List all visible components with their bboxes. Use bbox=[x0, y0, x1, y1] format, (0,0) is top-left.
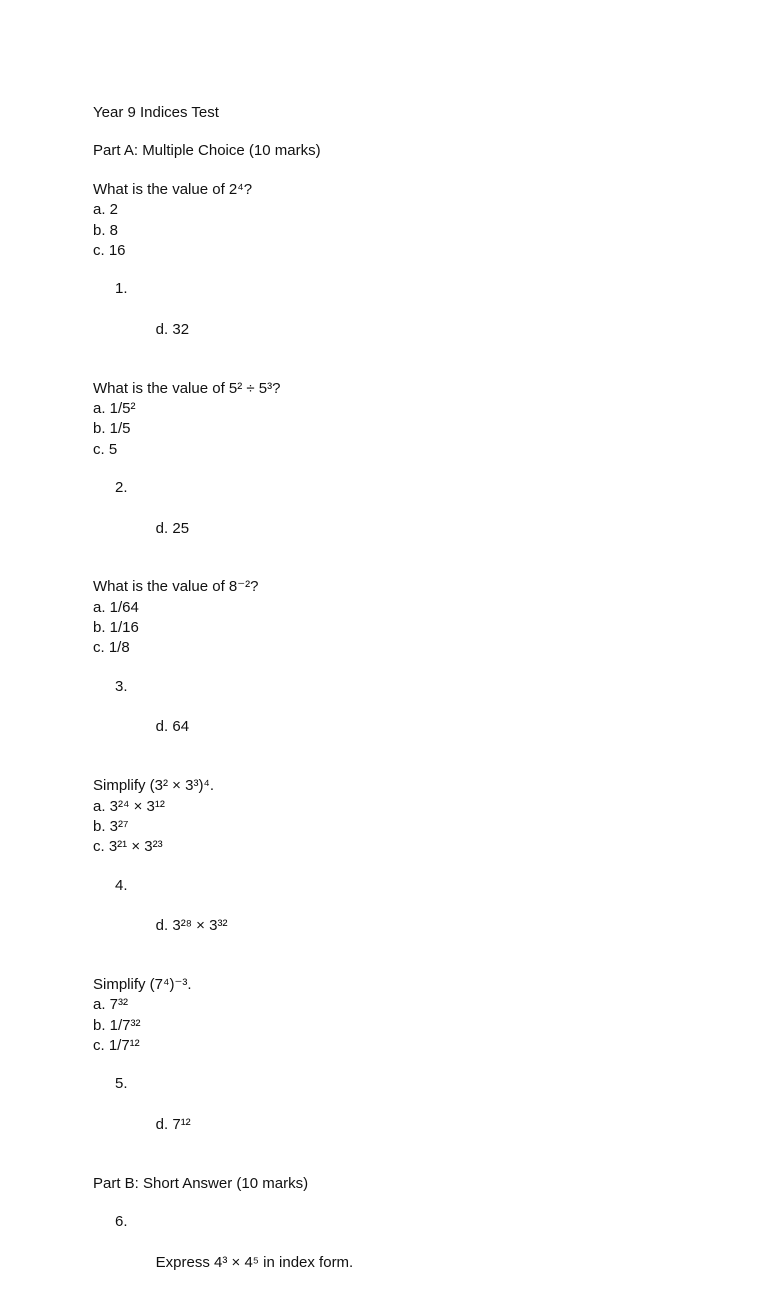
question-5-prompt: Simplify (7⁴)⁻³. bbox=[93, 975, 192, 993]
spacer bbox=[93, 1156, 713, 1174]
question-4-option-a: a. 3²⁴ × 3¹² bbox=[93, 797, 165, 815]
question-5-option-b: b. 1/7³² bbox=[93, 1016, 141, 1034]
list-number: 3. bbox=[115, 677, 128, 695]
spacer bbox=[93, 659, 713, 677]
option-d-text: d. 3²⁸ × 3³² bbox=[155, 917, 228, 935]
question-3-option-c: c. 1/8 bbox=[93, 639, 130, 657]
question-4-option-d bbox=[93, 876, 713, 957]
question-1-prompt: What is the value of 2⁴? bbox=[93, 180, 253, 198]
short-answer-item-6 bbox=[93, 1212, 713, 1293]
question-3-option-b: b. 1/16 bbox=[93, 619, 139, 637]
list-number: 4. bbox=[115, 876, 128, 894]
spacer bbox=[93, 261, 713, 279]
document-title: Year 9 Indices Test bbox=[93, 104, 219, 121]
spacer bbox=[93, 559, 713, 577]
short-answer-text: Express 4³ × 4⁵ in index form. bbox=[155, 1253, 354, 1271]
option-d-text: d. 7¹² bbox=[155, 1115, 191, 1133]
option-d-text: d. 25 bbox=[155, 519, 190, 537]
spacer bbox=[93, 857, 713, 875]
question-1-option-d bbox=[93, 279, 713, 360]
option-d-text: d. 64 bbox=[155, 718, 190, 736]
part-b-heading: Part B: Short Answer (10 marks) bbox=[93, 1174, 309, 1192]
question-2-option-d bbox=[93, 478, 713, 559]
document-page bbox=[93, 103, 713, 1293]
question-1-option-b: b. 8 bbox=[93, 221, 119, 239]
spacer bbox=[93, 1194, 713, 1212]
question-2-prompt: What is the value of 5² ÷ 5³? bbox=[93, 379, 281, 397]
question-3-option-a: a. 1/64 bbox=[93, 598, 139, 616]
question-5-option-a: a. 7³² bbox=[93, 996, 129, 1014]
question-5-option-c: c. 1/7¹² bbox=[93, 1036, 140, 1054]
question-1-option-a: a. 2 bbox=[93, 201, 119, 219]
question-3-prompt: What is the value of 8⁻²? bbox=[93, 578, 259, 596]
spacer bbox=[93, 123, 713, 141]
part-a-heading: Part A: Multiple Choice (10 marks) bbox=[93, 142, 321, 160]
question-4-option-b: b. 3²⁷ bbox=[93, 817, 129, 835]
question-2-option-a: a. 1/5² bbox=[93, 400, 136, 418]
list-number: 6. bbox=[115, 1213, 128, 1231]
question-2-option-c: c. 5 bbox=[93, 440, 118, 458]
list-number: 2. bbox=[115, 479, 128, 497]
question-4-prompt: Simplify (3² × 3³)⁴. bbox=[93, 777, 215, 795]
spacer bbox=[93, 957, 713, 975]
spacer bbox=[93, 460, 713, 478]
question-2-option-b: b. 1/5 bbox=[93, 420, 131, 438]
question-4-option-c: c. 3²¹ × 3²³ bbox=[93, 838, 163, 856]
spacer bbox=[93, 758, 713, 776]
list-number: 5. bbox=[115, 1075, 128, 1093]
question-5-option-d bbox=[93, 1074, 713, 1155]
spacer bbox=[93, 1056, 713, 1074]
option-d-text: d. 32 bbox=[155, 320, 190, 338]
question-1-option-c: c. 16 bbox=[93, 241, 126, 259]
question-3-option-d bbox=[93, 677, 713, 758]
spacer bbox=[93, 361, 713, 379]
list-number: 1. bbox=[115, 280, 128, 298]
spacer bbox=[93, 162, 713, 180]
